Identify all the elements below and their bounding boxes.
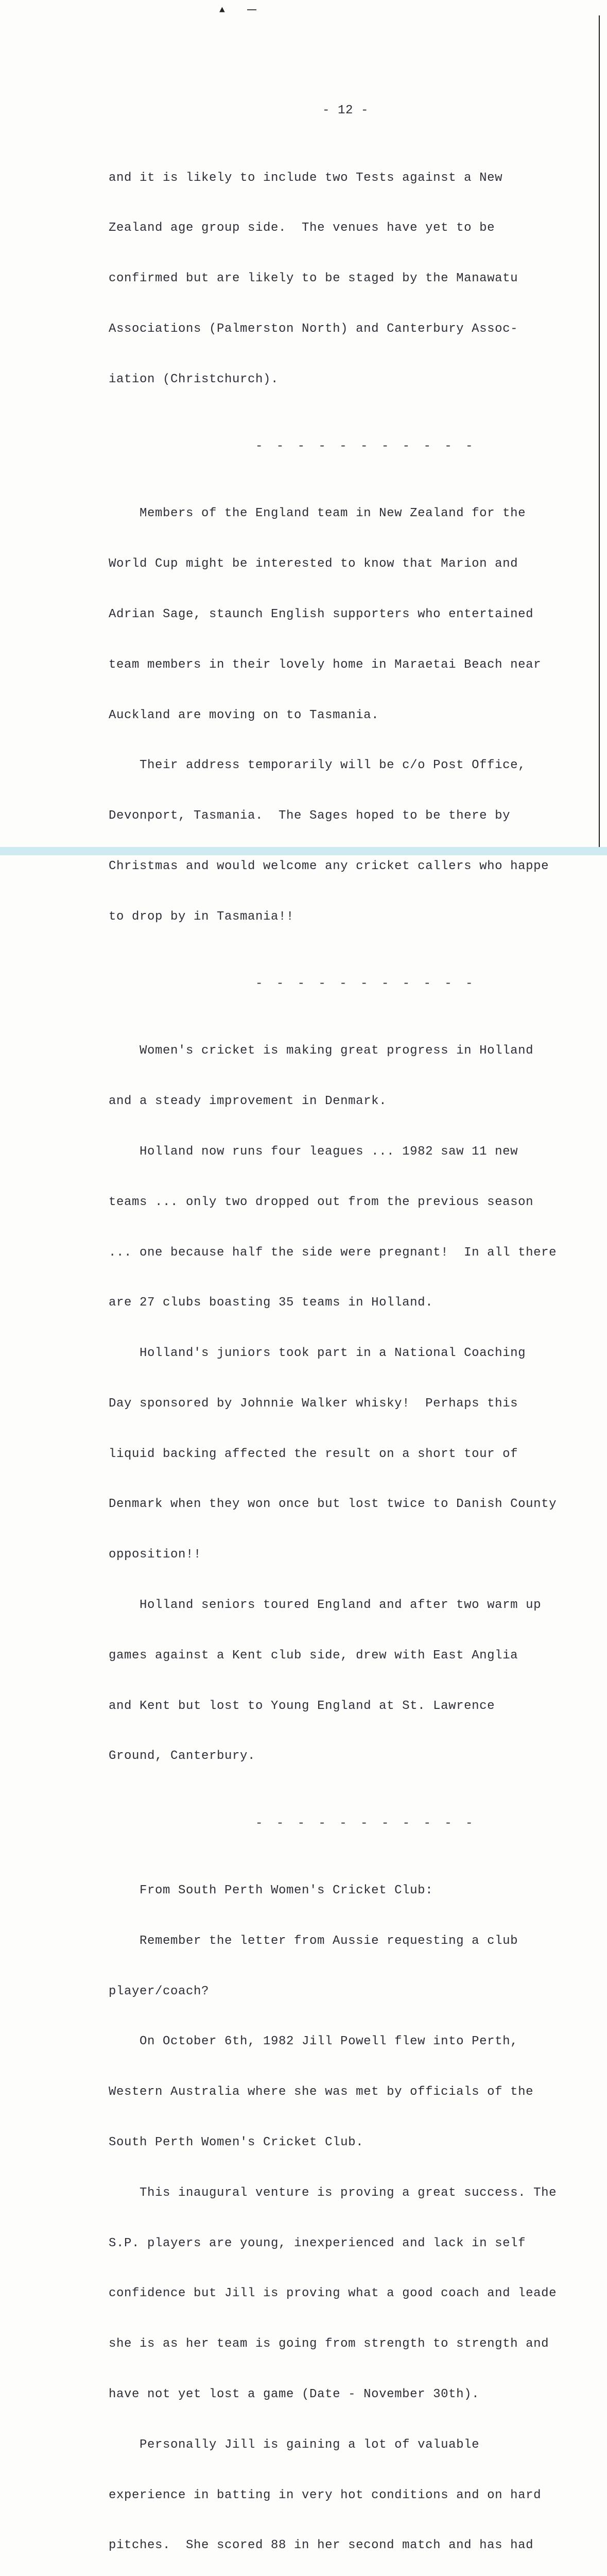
paragraph-line: Ground, Canterbury.	[109, 1749, 256, 1764]
ink-mark: ▲	[219, 5, 225, 15]
paragraph-line: confirmed but are likely to be staged by the Manawatu	[109, 272, 518, 286]
paragraph-line: experience in batting in very hot conditions and on hard	[109, 2488, 542, 2502]
section-separator: - - - - - - - - - - -	[255, 1816, 476, 1831]
paragraph-line: Members of the England team in New Zealand for the	[140, 506, 526, 521]
paragraph-line: opposition!!	[109, 1548, 202, 1562]
paragraph-line: teams ... only two dropped out from the previous season	[109, 1195, 534, 1209]
paragraph-line: Holland seniors toured England and after two warm up	[140, 1598, 542, 1613]
paragraph-line: World Cup might be interested to know that Marion and	[109, 557, 518, 571]
paragraph-line: to drop by in Tasmania!!	[109, 909, 294, 924]
paragraph-line: games against a Kent club side, drew with East Anglia	[109, 1648, 518, 1663]
paragraph-line: Adrian Sage, staunch English supporters who entertained	[109, 607, 534, 621]
paragraph-line: Holland's juniors took part in a National Coaching	[140, 1346, 526, 1361]
paragraph-line: are 27 clubs boasting 35 teams in Holland.	[109, 1296, 433, 1310]
typed-text	[109, 69, 587, 2576]
paragraph-line: team members in their lovely home in Maraetai Beach near	[109, 657, 542, 672]
paragraph-line: From South Perth Women's Cricket Club:	[140, 1884, 433, 1898]
paragraph-line: have not yet lost a game (Date - November 30th).	[109, 2387, 480, 2401]
paragraph-line: and it is likely to include two Tests against a New	[109, 171, 503, 185]
paragraph-line: confidence but Jill is proving what a good coach and leade	[109, 2286, 557, 2301]
paragraph-line: liquid backing affected the result on a short tour of	[109, 1447, 518, 1461]
paragraph-line: iation (Christchurch).	[109, 372, 279, 386]
paragraph-line: Zealand age group side. The venues have yet to be	[109, 221, 495, 235]
paragraph-line: This inaugural venture is proving a great success. The	[140, 2185, 557, 2200]
paragraph-line: she is as her team is going from strength to strength and	[109, 2337, 549, 2351]
paragraph-line: and Kent but lost to Young England at St. Lawrence	[109, 1699, 495, 1713]
paragraph-line: On October 6th, 1982 Jill Powell flew into Perth,	[140, 2035, 518, 2049]
paragraph-line: Christmas and would welcome any cricket callers who happe	[109, 859, 549, 873]
paragraph-line: Denmark when they won once but lost twice to Danish County	[109, 1497, 557, 1512]
paragraph-line: Auckland are moving on to Tasmania.	[109, 708, 379, 722]
ink-mark-dash	[247, 9, 256, 10]
paragraph-line: Day sponsored by Johnnie Walker whisky! Perhaps this	[109, 1396, 518, 1411]
paragraph-line: ... one because half the side were pregnant! In all there	[109, 1245, 557, 1260]
paragraph-line: Women's cricket is making great progress in Holland	[140, 1044, 534, 1058]
paragraph-line: Associations (Palmerston North) and Canterbury Assoc-	[109, 321, 518, 336]
paragraph-line: and a steady improvement in Denmark.	[109, 1094, 387, 1109]
paragraph-line: Remember the letter from Aussie requesting a club	[140, 1934, 518, 1948]
paragraph-line: Personally Jill is gaining a lot of valuable	[140, 2437, 480, 2452]
section-separator: - - - - - - - - - - -	[255, 977, 476, 991]
section-separator: - - - - - - - - - - -	[255, 439, 476, 454]
paragraph-line: player/coach?	[109, 1984, 210, 1998]
paragraph-line: S.P. players are young, inexperienced and lack in self	[109, 2236, 526, 2250]
paragraph-line: Western Australia where she was met by officials of the	[109, 2085, 534, 2099]
paragraph-line: Their address temporarily will be c/o Post Office,	[140, 758, 526, 773]
paragraph-line: Devonport, Tasmania. The Sages hoped to be there by	[109, 809, 511, 823]
page-number: - 12 -	[322, 104, 369, 118]
paragraph-line: pitches. She scored 88 in her second match and has had	[109, 2538, 534, 2553]
page-edge-line	[599, 15, 600, 850]
paragraph-line: South Perth Women's Cricket Club.	[109, 2136, 364, 2150]
paragraph-line: Holland now runs four leagues ... 1982 saw 11 new	[140, 1145, 518, 1159]
